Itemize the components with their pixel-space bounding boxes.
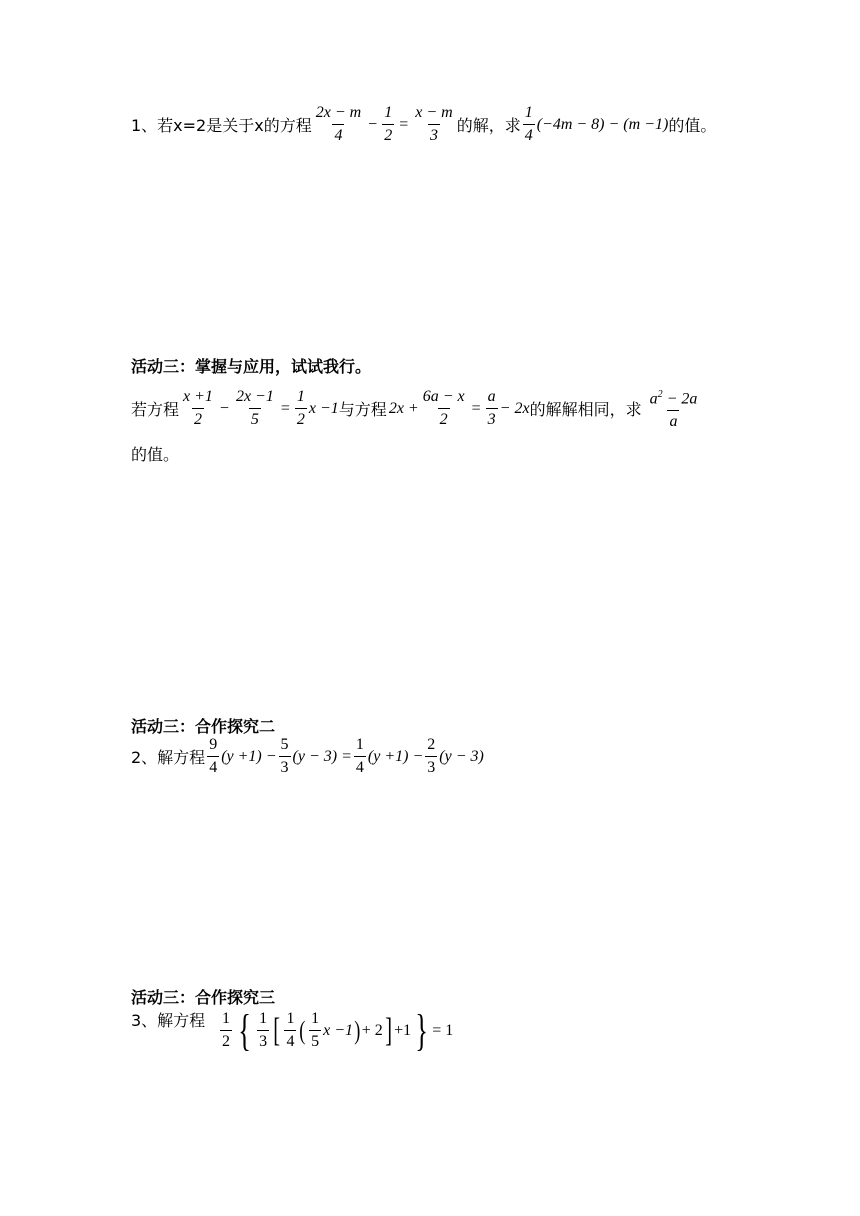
fraction: $\frac{2x - m}{4}$ [315, 104, 362, 144]
problem-1: 1、若x=2是关于x的方程 $\frac{2x - m}{4}$ − $\frac{1}{2}$ = $\frac{x - m}{3}$ 的解，求 $\frac{1}{4}$ (−4m − 8) − (m −1) 的值。 [131, 104, 717, 144]
fraction: $\frac{2}{3}$ [427, 736, 436, 776]
coop2-prefix: 2、解方程 [131, 748, 206, 767]
right-bracket: ] [385, 1011, 392, 1049]
left-bracket: [ [273, 1011, 281, 1049]
apply-two-x: 2x + [388, 399, 419, 417]
fraction: $\frac{1}{2}$ [384, 104, 393, 144]
coop3-prefix: 3、解方程 [131, 1011, 206, 1030]
activity-coop3-equation: $\frac{1}{2}$ { $\frac{1}{3}$ [ $\frac{1}{4}$ ( $\frac{1}{5}$ x −1 ) + 2 ] +1 } = 1 [222, 1005, 454, 1055]
fraction: $\frac{x +1}{2}$ [183, 388, 213, 429]
fraction: $\frac{a^2 - 2a}{a}$ [649, 389, 698, 431]
right-brace: } [415, 1005, 428, 1055]
apply-prefix: 若方程 [131, 400, 180, 420]
fraction: $\frac{6a - x}{2}$ [422, 388, 465, 429]
left-brace: { [238, 1005, 251, 1055]
fraction: $\frac{1}{4}$ [355, 736, 364, 776]
left-paren: ( [299, 1015, 306, 1045]
apply-last: 的值。 [131, 445, 180, 464]
fraction: $\frac{9}{4}$ [209, 736, 218, 776]
fraction: $\frac{1}{5}$ [311, 1010, 320, 1050]
apply-link: 与方程 [338, 400, 387, 420]
fraction: $\frac{1}{3}$ [259, 1010, 268, 1050]
problem-1-prefix: 1、若x=2是关于x的方程 [131, 116, 312, 135]
activity-coop3-heading: 活动三：合作探究三 [131, 988, 276, 1007]
activity-coop2-equation: 2、解方程 $\frac{9}{4}$ (y +1) − $\frac{5}{3}$ (y − 3) = $\frac{1}{4}$ (y +1) − $\frac{2}{3}$ (y − 3) [131, 736, 484, 776]
apply-middle: 的解解相同，求 [529, 400, 642, 420]
problem-1-expression: (−4m − 8) − (m −1) [536, 115, 669, 133]
apply-tail-2: − 2x [499, 399, 530, 417]
fraction: $\frac{x - m}{3}$ [415, 104, 453, 144]
activity-coop2-heading: 活动三：合作探究二 [131, 717, 276, 736]
fraction: $\frac{1}{4}$ [524, 104, 533, 144]
activity-apply-equation: 若方程 $\frac{x +1}{2}$ − $\frac{2x -1}{5}$ = $\frac{1}{2}$ x −1 与方程 2x + $\frac{6a - x}{2}$ = $\frac{a}{3}$ − 2x 的解解相同，求 $\frac{a^2 - 2a}{a}$ [131, 386, 701, 431]
fraction: $\frac{1}{2}$ [296, 388, 305, 429]
right-paren: ) [354, 1015, 361, 1045]
fraction: $\frac{1}{4}$ [286, 1010, 295, 1050]
apply-tail-1: x −1 [308, 399, 339, 417]
problem-1-suffix: 的值。 [668, 116, 717, 135]
fraction: $\frac{2x -1}{5}$ [235, 388, 274, 429]
fraction: $\frac{1}{2}$ [222, 1010, 230, 1050]
fraction: $\frac{a}{3}$ [487, 388, 496, 429]
problem-1-middle: 的解，求 [456, 116, 521, 135]
fraction: $\frac{5}{3}$ [280, 736, 289, 776]
activity-apply-heading: 活动三：掌握与应用，试试我行。 [131, 357, 372, 376]
